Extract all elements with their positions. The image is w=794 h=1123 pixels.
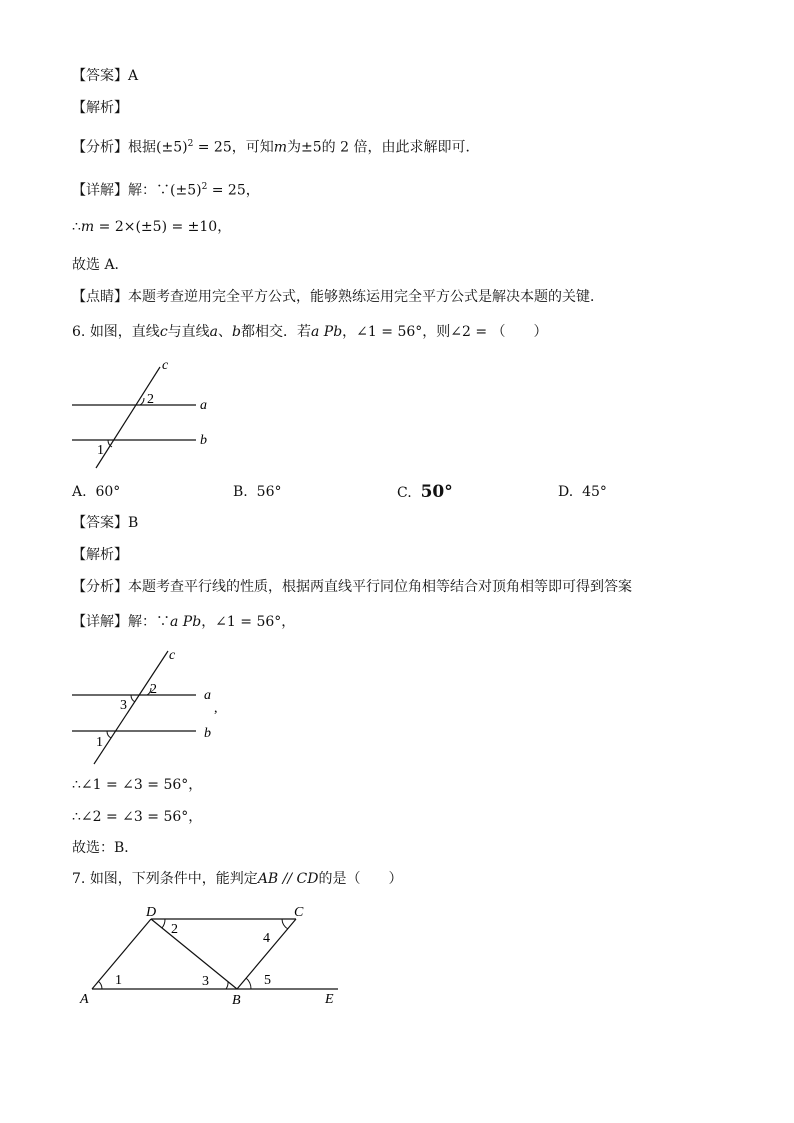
question-number: 7. — [72, 871, 90, 887]
q6-text-2: 与直线 — [167, 324, 210, 340]
q6-figure — [60, 355, 230, 475]
detail-text: 解：∵ — [128, 182, 170, 199]
step-5 — [72, 218, 231, 236]
comment-5 — [72, 288, 604, 306]
fenxi-text-2: ，可知 — [231, 139, 274, 156]
label-angle-2: 2 — [147, 392, 154, 407]
label-angle-1: 1 — [97, 443, 104, 458]
option-c-letter: C. — [397, 485, 412, 501]
q6-var-a: a — [209, 324, 219, 340]
fenxi-text-1: 根据 — [128, 139, 156, 156]
fenxi-eq: = 25 — [193, 139, 232, 156]
option-a[interactable] — [72, 484, 120, 500]
choose-5: 故选 A． — [72, 257, 129, 273]
option-d-letter: D. — [558, 484, 574, 500]
label-angle-4: 4 — [263, 931, 270, 946]
angle-1-arc — [107, 731, 111, 738]
label-b: b — [200, 433, 207, 448]
q6-var-c: c — [159, 324, 168, 340]
detail-end: ， — [245, 182, 260, 199]
detail6-figure — [60, 645, 230, 770]
label-angle-2: 2 — [171, 922, 178, 937]
fenxi-expr: (±5) — [156, 139, 188, 156]
label-b: b — [204, 726, 211, 741]
angle-5-arc — [246, 978, 251, 989]
detail-condition: a Pb — [170, 614, 202, 630]
label-c: c — [169, 648, 176, 663]
label-angle-3: 3 — [120, 698, 127, 713]
q6-text-3: 都相交．若 — [240, 324, 311, 340]
therefore-symbol: ∴ — [72, 219, 81, 235]
answer-tag: 【答案】 — [72, 68, 128, 84]
line-db — [151, 919, 237, 989]
option-a-value: 60° — [95, 484, 121, 500]
question-6 — [72, 323, 548, 341]
detail-6 — [72, 613, 295, 631]
q7-figure — [70, 900, 360, 1010]
label-C: C — [294, 905, 304, 920]
label-E: E — [325, 992, 334, 1007]
figure-comma: , — [214, 701, 218, 716]
option-d[interactable] — [558, 484, 607, 500]
label-a: a — [200, 398, 207, 413]
choose-6: 故选：B． — [72, 840, 139, 856]
angle-2-arc — [162, 919, 165, 928]
option-b-value: 56° — [256, 484, 282, 500]
answer-tag: 【答案】 — [72, 515, 128, 531]
detail-text-2: ，∠1 = 56°， — [201, 614, 296, 630]
fenxi-text: 本题考查平行线的性质，根据两直线平行同位角相等结合对顶角相等即可得到答案 — [128, 579, 632, 595]
fenxi-var: m — [273, 139, 288, 156]
fenxi-5 — [72, 135, 479, 157]
answer-5 — [72, 67, 138, 85]
analysis-tag: 【解析】 — [72, 100, 128, 116]
detail-tag: 【详解】 — [72, 182, 128, 199]
step-6b: ∴∠2 = ∠3 = 56°， — [72, 809, 203, 825]
label-angle-5: 5 — [264, 973, 271, 988]
detail-expr: (±5) — [170, 182, 202, 199]
option-c-value: 50° — [420, 482, 453, 502]
label-angle-1: 1 — [115, 973, 122, 988]
fenxi-exponent: 2 — [187, 139, 194, 149]
q7-text-2: 的是（ ） — [318, 871, 403, 887]
comment-text: 本题考查逆用完全平方公式，能够熟练运用完全平方公式是解决本题的关键． — [128, 289, 604, 305]
answer-value: B — [128, 515, 139, 531]
line-c — [96, 367, 160, 468]
label-D: D — [146, 905, 157, 920]
fenxi-text-3: 为±5的 2 倍，由此求解即可． — [287, 139, 480, 156]
label-B: B — [232, 993, 241, 1008]
line-c — [94, 651, 168, 764]
label-A: A — [80, 992, 89, 1007]
question-7 — [72, 870, 402, 888]
answer-value: A — [128, 68, 139, 84]
label-angle-2: 2 — [150, 682, 157, 697]
fenxi-tag: 【分析】 — [72, 139, 128, 156]
angle-1-arc — [98, 981, 102, 989]
detail-5 — [72, 178, 260, 200]
analysis-6-heading — [72, 546, 128, 564]
q6-var-b: b — [232, 324, 241, 340]
step-6a: ∴∠1 = ∠3 = 56°， — [72, 777, 203, 793]
label-angle-1: 1 — [96, 735, 103, 750]
label-a: a — [204, 688, 211, 703]
angle-3-arc — [131, 695, 135, 702]
fenxi-tag: 【分析】 — [72, 579, 128, 595]
detail-tag: 【详解】 — [72, 614, 128, 630]
q6-text-4: ，∠1 = 56°，则∠2 = （ ） — [342, 324, 548, 340]
detail-text-1: 解：∵ — [128, 614, 170, 630]
analysis-tag: 【解析】 — [72, 547, 128, 563]
comment-tag: 【点睛】 — [72, 289, 128, 305]
label-c: c — [162, 358, 169, 373]
option-b-letter: B. — [233, 484, 248, 500]
q7-relation: AB // CD — [257, 871, 319, 887]
angle-2-arc — [140, 398, 144, 405]
q6-text-1: 如图，直线 — [89, 324, 160, 340]
q6-condition: a Pb — [310, 324, 343, 340]
answer-6 — [72, 514, 138, 532]
option-b[interactable] — [233, 484, 281, 500]
step-var: m — [80, 219, 95, 235]
detail-eq: = 25 — [207, 182, 246, 199]
q6-sep: 、 — [218, 324, 233, 340]
step-expr: = 2×(±5) = ±10 — [94, 219, 218, 235]
angle-3-arc — [226, 982, 228, 989]
option-c[interactable] — [397, 482, 453, 502]
question-number: 6. — [72, 324, 90, 340]
q7-text-1: 如图，下列条件中，能判定 — [89, 871, 258, 887]
analysis-5-heading — [72, 99, 128, 117]
detail-exponent: 2 — [201, 182, 208, 192]
option-a-letter: A. — [72, 484, 87, 500]
label-angle-3: 3 — [202, 974, 209, 989]
fenxi-6 — [72, 578, 632, 596]
option-d-value: 45° — [582, 484, 607, 500]
step-end: ， — [217, 219, 232, 235]
angle-4-arc — [282, 919, 288, 929]
